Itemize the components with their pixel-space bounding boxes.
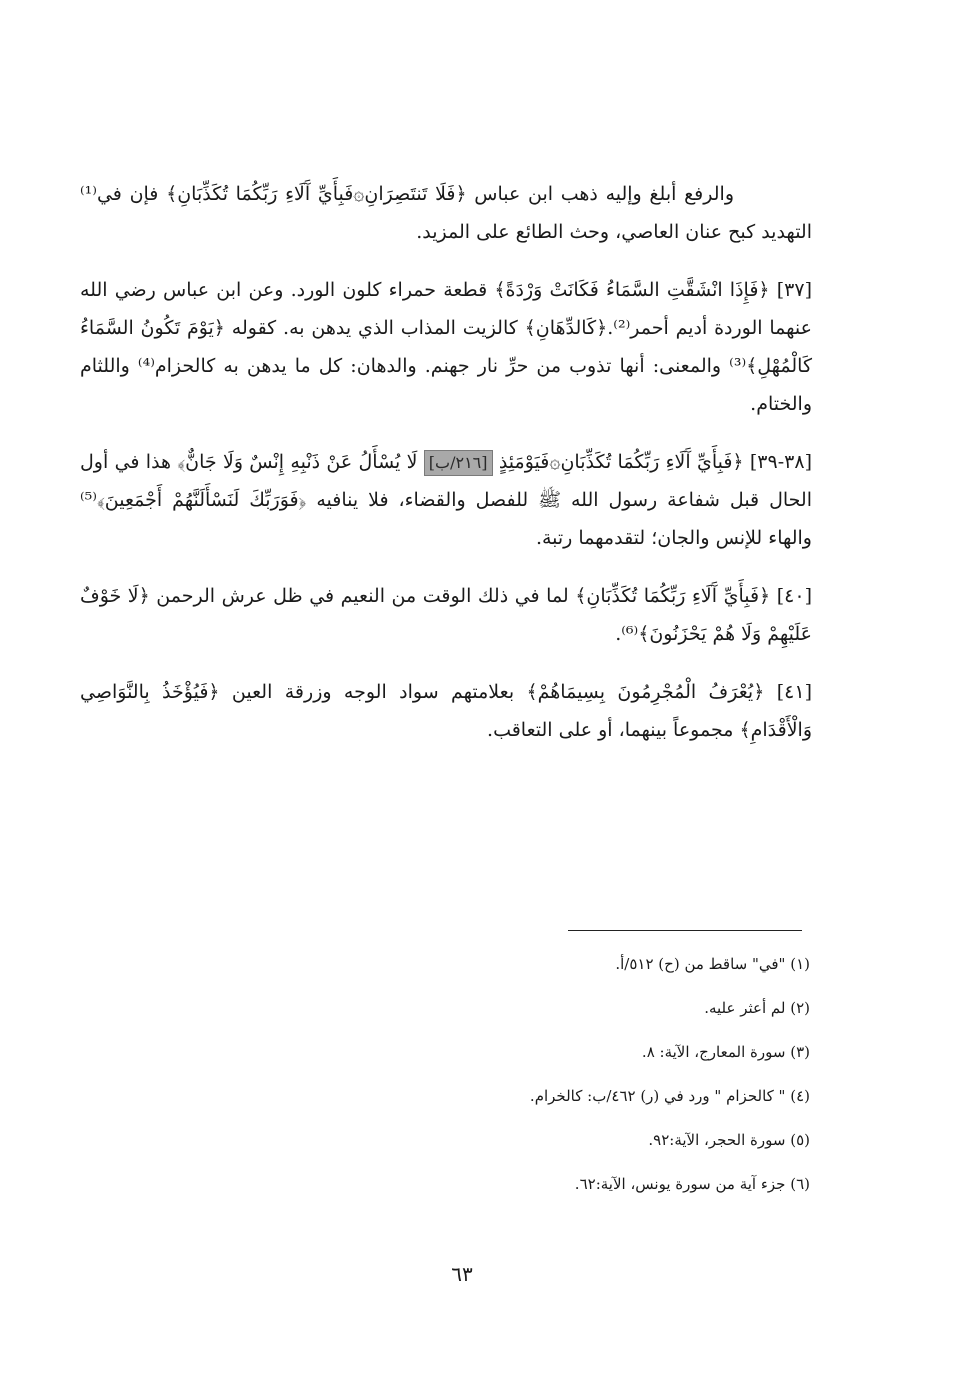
manuscript-folio-stamp: [٢١٦/ب] [424, 450, 493, 476]
paragraph-verse-40 [80, 577, 812, 653]
paragraph-text: ﴿فَبِأَيِّ آَلَاءِ رَبِّكُمَا تُكَذِّبَانِ۞فَيَوْمَئِذٍ [498, 451, 744, 473]
paragraph-text: لَا يُسْأَلُ عَنْ ذَنْبِهِ إِنْسٌ وَلَا جَانٌّ﴾ هذا في أول الحال قبل شفاعة رسول الله ﷺ للفصل والقضاء، فلا ينافيه ﴿فَوَرَبِّكَ لَنَسْأَلَنَّهُمْ أَجْمَعِينَ﴾⁽⁵⁾ والهاء للإنس والجان؛ لتقدمهما رتبة. [80, 451, 812, 549]
paragraph-text: ﴿يُعْرَفُ الْمُجْرِمُونَ بِسِيمَاهُمْ﴾ بعلامتهم سواد الوجه وزرقة العين ﴿فَيُؤْخَذُ بِالنَّوَاصِي وَالْأَقْدَامِ﴾ مجموعاً بينهما، أو على التعاقب. [80, 681, 812, 741]
footnote-3: (٣) سورة المعارج، الآية: ٨. [641, 1043, 810, 1061]
main-text [80, 175, 812, 769]
footnotes [480, 950, 810, 1214]
paragraph-text: ﴿فَإِذَا انْشَقَّتِ السَّمَاءُ فَكَانَتْ وَرْدَةً﴾ قطعة حمراء كلون الورد. وعن ابن عباس رضي الله عنهما الوردة أديم أحمر⁽²⁾.﴿كَالدِّهَانِ﴾ كالزيت المذاب الذي يدهن به. كقوله ﴿يَوْمَ تَكُونُ السَّمَاءُ كَالْمُهْلِ﴾⁽³⁾ والمعنى: أنها تذوب من حرِّ نار جهنم. والدهان: كل ما يدهن به كالحزام⁽⁴⁾ واللثام والختام. [80, 279, 813, 415]
verse-reference: [٤٠] [776, 585, 812, 607]
paragraph-verse-41 [80, 673, 812, 749]
verse-reference: [٣٧] [776, 279, 812, 301]
footnote-6: (٦) جزء آية من سورة يونس، الآية:٦٢. [574, 1175, 810, 1193]
footnote-2: (٢) لم أعثر عليه. [704, 999, 810, 1017]
footnote-5: (٥) سورة الحجر، الآية:٩٢. [648, 1131, 810, 1149]
paragraph-verse-37 [80, 271, 812, 423]
paragraph-text: والرفع أبلغ وإليه ذهب ابن عباس ﴿فَلَا تَنتَصِرَانِ۞فَبِأَيِّ آَلَاءِ رَبِّكُمَا تُكَذِّبَانِ﴾ فإن في⁽¹⁾ التهديد كبح عنان العاصي، وحث الطائع على المزيد. [80, 183, 812, 243]
footnote-4: (٤) " كالحزام " ورد في (ر) ٤٦٢/ب: كالخرام. [529, 1087, 810, 1105]
paragraph-text: ﴿فَبِأَيِّ آَلَاءِ رَبِّكُمَا تُكَذِّبَانِ﴾ لما في ذلك الوقت من النعيم في ظل عرش الرحمن ﴿لَا خَوْفٌ عَلَيْهِمْ وَلَا هُمْ يَحْزَنُونَ﴾⁽⁶⁾. [80, 585, 812, 645]
page-number: ٦٣ [451, 1262, 473, 1286]
verse-reference: [٤١] [776, 681, 812, 703]
footnote-1: (١) "في" ساقط من (ح) ٥١٢/أ. [615, 955, 810, 973]
verse-reference: [٣٨-٣٩] [749, 451, 812, 473]
paragraph-verse-38-39 [80, 443, 812, 557]
footnote-divider [568, 930, 802, 931]
paragraph-intro [80, 175, 812, 251]
